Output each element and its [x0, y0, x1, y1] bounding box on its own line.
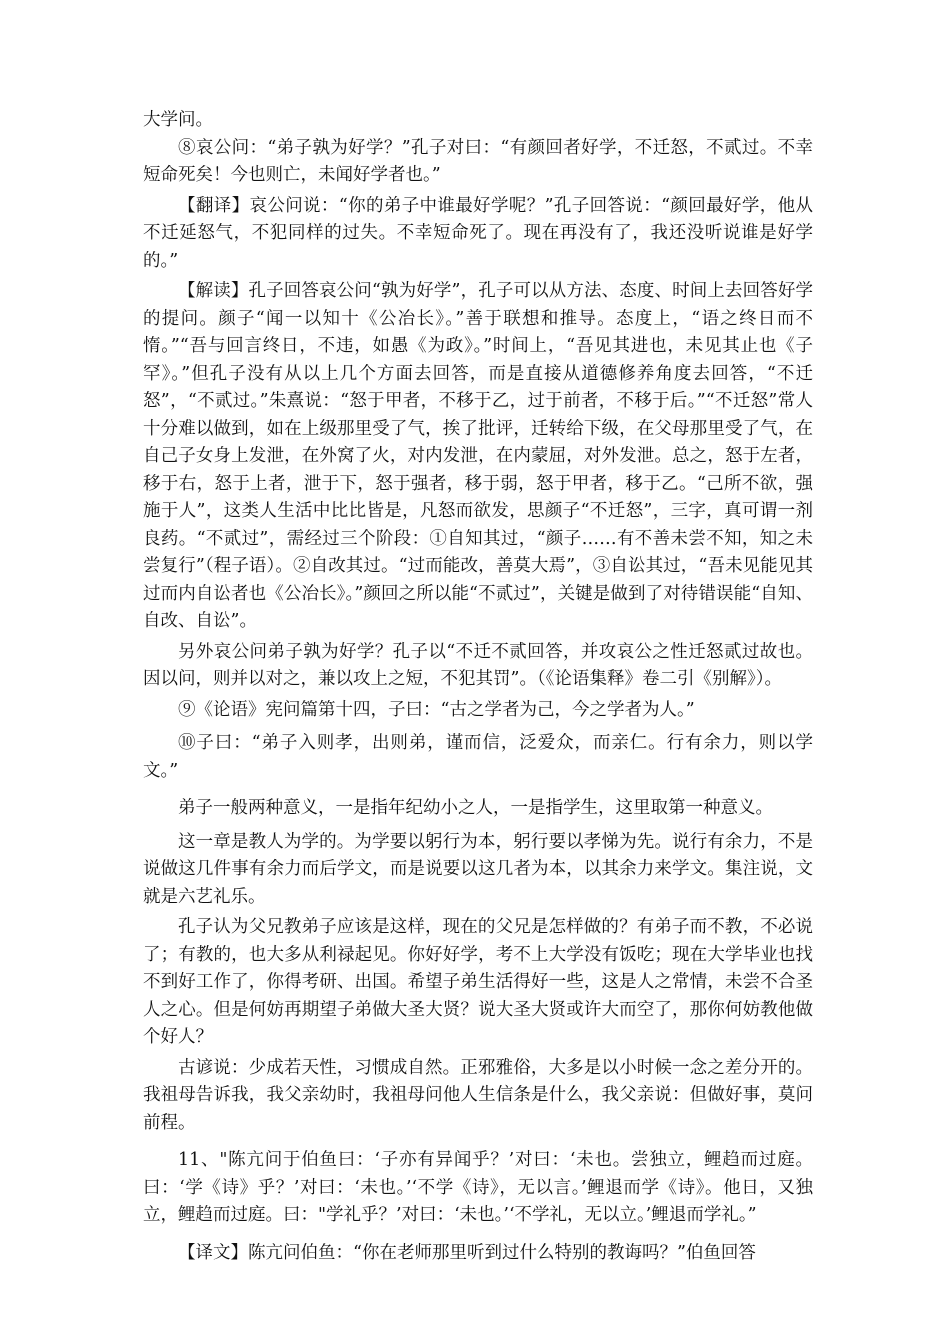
document-page — [143, 107, 813, 1267]
paragraph-quote-10: ⑩子曰：“弟子入则孝，出则弟，谨而信，泛爱众，而亲仁。行有余力，则以学文。” — [143, 733, 813, 781]
paragraph-quote-9: ⑨《论语》宪问篇第十四，子曰：“古之学者为己，今之学者为人。” — [178, 699, 695, 720]
paragraph-interpretation: 【解读】孔子回答哀公问“孰为好学”，孔子可以从方法、态度、时间上去回答好学的提问。颜子“闻一以知十《公冶长》。”善于联想和推导。态度上，“语之终日而不惰。”“吾与回言终日，不违，如愚《为政》。”时间上，“吾见其进也，未见其止也《子罕》。”但孔子没有从以上几个方面去回答，而是直接从道德修养角度去回答，“不迁怒”，“不贰过。”朱熹说：“怒于甲者，不移于乙，过于前者，不移于后。”“不迁怒”常人十分难以做到，如在上级那里受了气，挨了批评，迁转给下级，在父母那里受了气，在自己子女身上发泄，在外窝了火，对内发泄，在内蒙屈，对外发泄。总之，怒于左者，移于右，怒于上者，泄于下，怒于强者，移于弱，怒于甲者，移于乙。“己所不欲，强施于人”，这类人生活中比比皆是，凡怒而欲发，思颜子“不迁怒”，三字，真可谓一剂良药。“不贰过”，需经过三个阶段：①自知其过，“颜子……有不善未尝不知，知之未尝复行”（程子语）。②自改其过。“过而能改，善莫大焉”，③自讼其过，“吾未见能见其过而内自讼者也《公冶长》。”颜回之所以能“不贰过”，关键是做到了对待错误能“自知、自改、自讼”。 — [143, 281, 813, 631]
paragraph-chapter-explanation: 这一章是教人为学的。为学要以躬行为本，躬行要以孝悌为先。说行有余力，不是说做这几件事有余力而后学文，而是说要以这几者为本，以其余力来学文。集注说，文就是六艺礼乐。 — [143, 831, 813, 907]
paragraph-proverb: 古谚说：少成若天性，习惯成自然。正邪雅俗，大多是以小时候一念之差分开的。我祖母告诉我，我父亲幼时，我祖母问他人生信条是什么，我父亲说：但做好事，莫问前程。 — [143, 1057, 813, 1133]
paragraph-translation: 【翻译】哀公问说：“你的弟子中谁最好学呢？”孔子回答说：“颜回最好学，他从不迁延怒气，不犯同样的过失。不幸短命死了。现在再没有了，我还没听说谁是好学的。” — [143, 195, 813, 271]
paragraph-item-11: 11、"陈亢问于伯鱼曰：‘子亦有异闻乎？’对曰：‘未也。尝独立，鲤趋而过庭。曰：‘学《诗》乎？’对曰：‘未也。’‘不学《诗》，无以言。’鲤退而学《诗》。他日，又独立，鲤趋而过庭。曰："学礼乎？’对曰：‘未也。’‘不学礼，无以立。’鲤退而学礼。” — [143, 1150, 813, 1225]
paragraph-item-11-translation: 【译文】陈亢问伯鱼：“你在老师那里听到过什么特别的教诲吗？”伯鱼回答 — [178, 1242, 756, 1263]
paragraph-note: 另外哀公问弟子孰为好学？孔子以“不迁不贰回答，并攻哀公之性迁怒贰过故也。因以问，则并以对之，兼以攻上之短，不犯其罚”。（《论语集释》卷二引《别解》）。 — [143, 641, 813, 689]
paragraph-disciple-meaning: 弟子一般两种意义，一是指年纪幼小之人，一是指学生，这里取第一种意义。 — [178, 798, 773, 818]
paragraph-quote-8: ⑧哀公问：“弟子孰为好学？”孔子对曰：“有颜回者好学，不迁怒，不贰过。不幸短命死矣！今也则亡，未闻好学者也。” — [143, 137, 813, 185]
paragraph-continuation: 大学问。 — [143, 110, 213, 130]
paragraph-confucius-view: 孔子认为父兄教弟子应该是这样，现在的父兄是怎样做的？有弟子而不教，不必说了；有教的，也大多从利禄起见。你好好学，考不上大学没有饭吃；现在大学毕业也找不到好工作了，你得考研、出国。希望子弟生活得好一些，这是人之常情，未尝不合圣人之心。但是何妨再期望子弟做大圣大贤？说大圣大贤或许大而空了，那你何妨教他做个好人？ — [143, 917, 813, 1047]
